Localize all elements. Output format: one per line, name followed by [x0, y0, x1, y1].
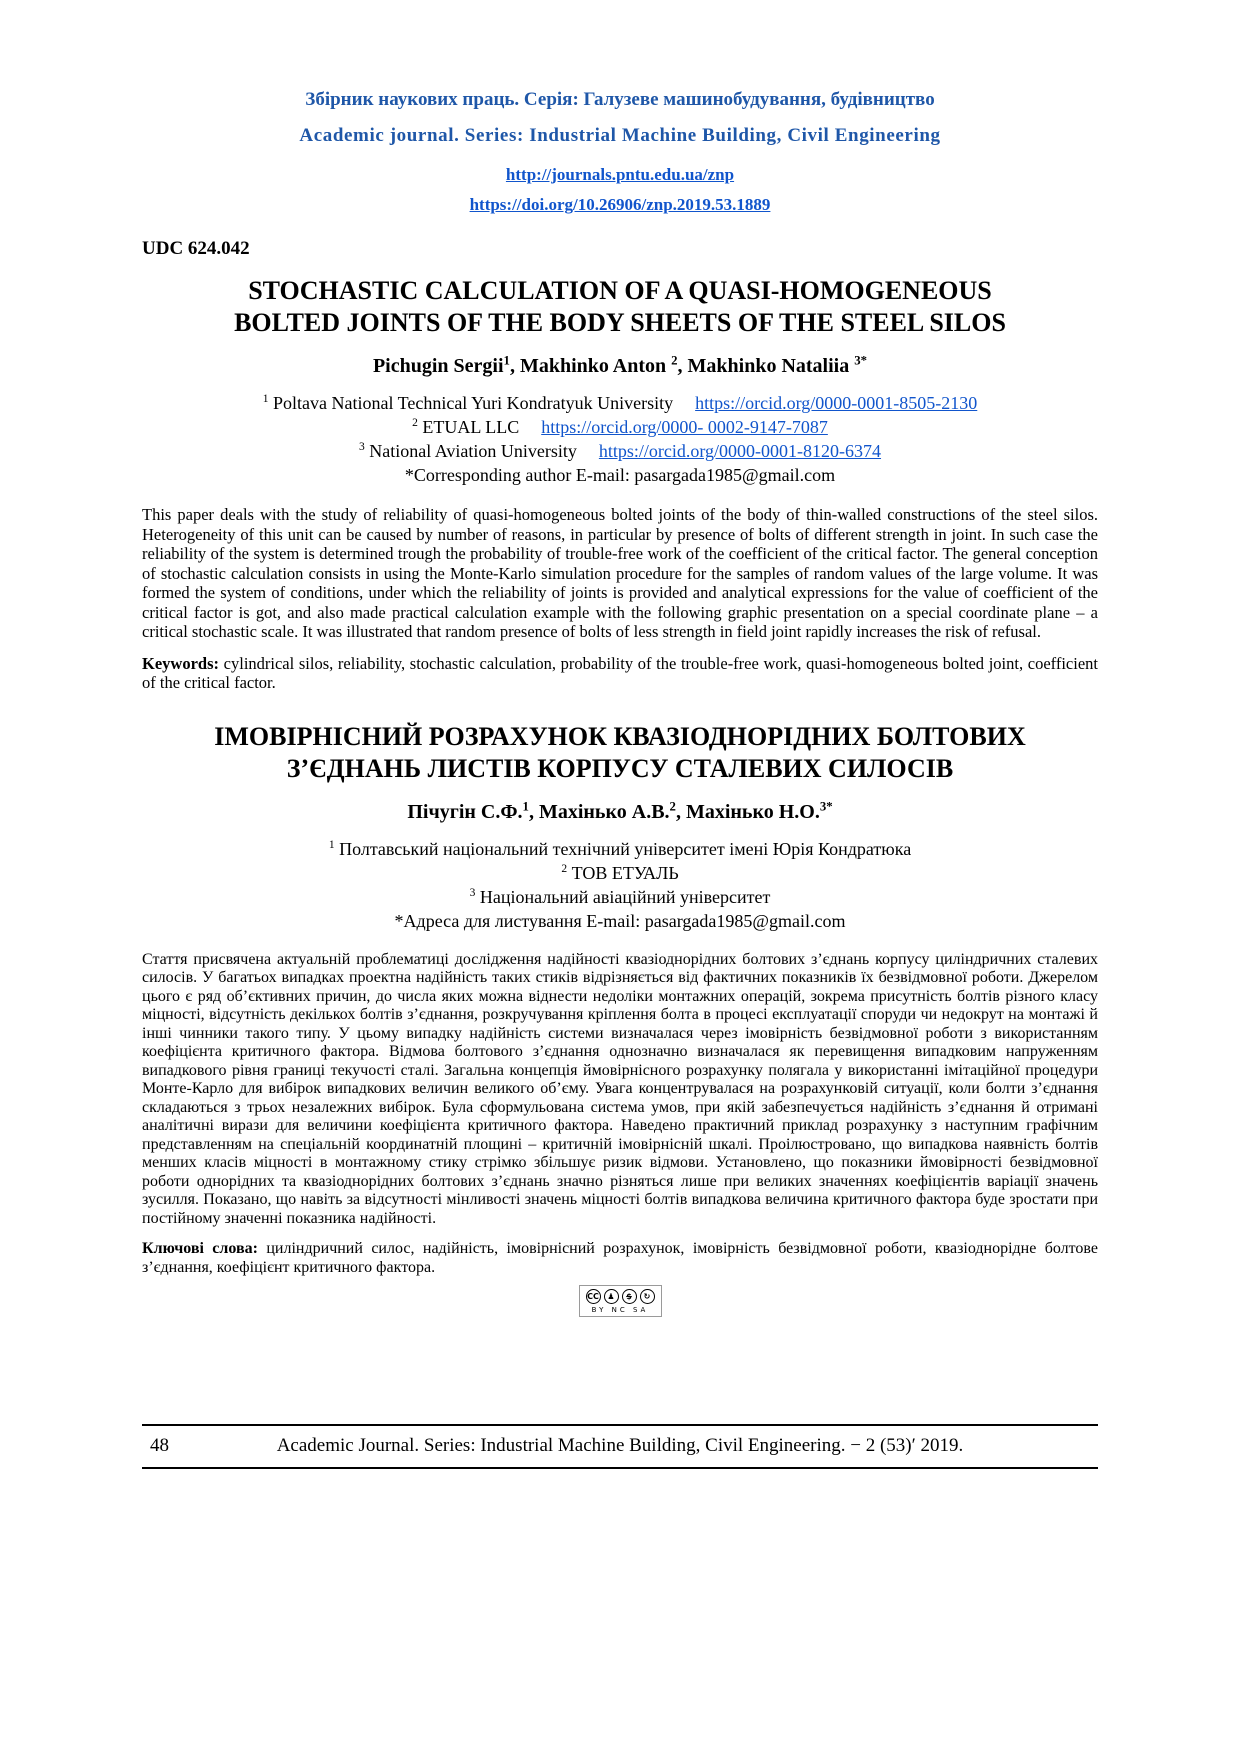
cc-license-label: BY NC SA — [591, 1306, 649, 1314]
author-en: Pichugin Sergii$^1$ — [372, 353, 510, 377]
sa-arrow-icon: ↻ — [640, 1289, 655, 1304]
orcid-link[interactable]: https://orcid.org/0000-0001-8120-6374 — [598, 441, 882, 461]
journal-title-en: Academic journal. Series: Industrial Machine Building, Civil Engineering — [299, 125, 941, 146]
keywords-text-en: cylindrical silos, reliability, stochastic calculation, probability of the trouble-free work, quasi-homogeneous bolted joint, coefficient of the critical factor. — [142, 653, 1098, 692]
affiliation-line: $^1$ Полтавський національний технічний університет імені Юрія Кондратюка — [328, 838, 912, 859]
journal-title-uk: Збірник наукових праць. Серія: Галузеве машинобудування, будівництво — [305, 89, 935, 110]
authors-uk — [142, 799, 1098, 825]
paper-title-uk — [142, 721, 1098, 785]
authors-en — [142, 353, 1098, 379]
affiliations-en — [142, 391, 1098, 487]
author-en: , Makhinko Anton $^2$ — [509, 353, 678, 377]
doi-link[interactable]: https://doi.org/10.26906/znp.2019.53.1889 — [469, 195, 771, 214]
affiliation-line: $^3$ Національний авіаційний університет — [469, 886, 771, 907]
journal-site-link[interactable]: http://journals.pntu.edu.ua/znp — [505, 165, 735, 184]
author-uk: , Махінько А.В.$^2$ — [528, 798, 676, 823]
footer-rule-bottom — [142, 1467, 1098, 1469]
keywords-label-uk: Ключові слова: — [142, 1240, 258, 1257]
affiliation-line: $^2$ ТОВ ЕТУАЛЬ — [561, 862, 679, 883]
author-en: , Makhinko Nataliia $^{3*}$ — [677, 353, 868, 377]
abstract-uk: Стаття присвячена актуальній проблематиці дослідження надійності квазіоднорідних болтових з’єднань корпусу циліндричних сталевих силосів. У багатьох випадках проектна надійність таких стиків відрізняється від фактичних показників їх безвідмовної роботи. Джерелом цього є ряд об’єктивних причин, до числа яких можна віднести недоліки монтажних операцій, зокрема присутність болтів різного класу міцності, відсутність декількох болтів з’єднання, розкручування кріплення болта в процесі експлуатації споруди чи недокрут на монтажі й інші чинники такого типу. У цьому випадку надійність системи визначалася через імовірність безвідмовної роботи з використанням коефіцієнта критичного фактора. Відмова болтового з’єднання однозначно визначалася як перевищення випадковим напруженням випадкового рівня границі текучості сталі. Загальна концепція ймовірнісного розрахунку полягала у використанні імітаційної процедури Монте-Карло для вибірок випадкових величин великого об’єму. Увага концентрувалася на розрахунковій ситуації, коли болти з’єднання складаються з трьох незалежних вибірок. Була сформульована система умов, при якій забезпечується надійність з’єднання й отримані аналітичні вирази для величини коефіцієнта критичного фактора. Наведено практичний приклад розрахунку з наступним графічним представленням на спеціальній координатній площині – критичній імовірнісній шкалі. Проілюстровано, що випадкова наявність болтів менших класів міцності в монтажному стику стрімко збільшує ризик відмови. Установлено, що показники ймовірності безвідмовної роботи однорідних та квазіоднорідних болтових з’єднань значно різняться лише при великих значеннях коефіцієнтів варіації значень зусилля. Показано, що навіть за відсутності мінливості значень міцності болтів випадкова величина критичного фактора буде зростати при постійному значенні показника надійності. — [142, 950, 1098, 1227]
orcid-link[interactable]: https://orcid.org/0000-0001-8505-2130 — [695, 393, 978, 413]
cc-icon: CC — [586, 1289, 601, 1304]
cc-license-badge[interactable] — [579, 1285, 662, 1317]
footer-text: Academic Journal. Series: Industrial Machine Building, Civil Engineering. − 2 (53)′ 2019. — [276, 1435, 964, 1456]
udc-label: UDC 624.042 — [142, 238, 250, 259]
nc-dollar-icon: $ — [622, 1289, 637, 1304]
keywords-en — [142, 654, 1098, 693]
page-number: 48 — [150, 1435, 169, 1456]
affiliation-line: $^3$ National Aviation University https://orcid.org/0000-0001-8120-6374 — [358, 441, 882, 461]
keywords-uk — [142, 1240, 1098, 1277]
orcid-link[interactable]: https://orcid.org/0000- 0002-9147-7087 — [541, 417, 828, 437]
author-uk: , Махінько Н.О.$^{3*}$ — [675, 798, 833, 823]
paper-title-uk-line2: З’ЄДНАНЬ ЛИСТІВ КОРПУСУ СТАЛЕВИХ СИЛОСІВ — [286, 753, 954, 783]
page-footer — [142, 1424, 1098, 1469]
affiliation-line: $^2$ ETUAL LLC https://orcid.org/0000- 0002-9147-7087 — [412, 417, 828, 437]
keywords-text-uk: циліндричний силос, надійність, імовірнісний розрахунок, імовірність безвідмовної роботи, квазіоднорідне болтове з’єднання, коефіцієнт критичного фактора. — [142, 1240, 1098, 1276]
corresponding-author-uk: *Адреса для листування E-mail: pasargada1985@gmail.com — [394, 910, 846, 931]
corresponding-author-en: *Corresponding author E-mail: pasargada1985@gmail.com — [404, 465, 836, 485]
by-person-icon: ♟ — [604, 1289, 619, 1304]
keywords-label-en: Keywords: — [142, 653, 219, 673]
paper-title-en — [142, 275, 1098, 339]
paper-title-uk-line1: ІМОВІРНІСНИЙ РОЗРАХУНОК КВАЗІОДНОРІДНИХ БОЛТОВИХ — [214, 721, 1026, 751]
affiliations-uk — [142, 837, 1098, 933]
author-uk: Пічугін С.Ф.$^1$ — [407, 798, 529, 823]
abstract-en: This paper deals with the study of reliability of quasi-homogeneous bolted joints of the body of thin-walled constructions of the steel silos. Heterogeneity of this unit can be caused by number of reasons, in particular by presence of bolts of different strength in joint. In such case the reliability of the system is determined trough the probability of trouble-free work of the coefficient of the critical factor. The general conception of stochastic calculation consists in using the Monte-Karlo simulation procedure for the samples of random values of the large volume. It was formed the system of conditions, under which the reliability of joints is provided and analytical expressions for the value of coefficient of the critical factor is got, and also made practical calculation example with the following graphic presentation on a special coordinate plane – a critical stochastic scale. It was illustrated that random presence of bolts of less strength in field joint rapidly increases the risk of refusal. — [142, 505, 1098, 641]
affiliation-line: $^1$ Poltava National Technical Yuri Kondratyuk University https://orcid.org/0000-0001-8505-2130 — [262, 393, 978, 413]
journal-header — [142, 88, 1098, 215]
paper-title-en-line2: BOLTED JOINTS OF THE BODY SHEETS OF THE STEEL SILOS — [234, 308, 1006, 337]
paper-title-en-line1: STOCHASTIC CALCULATION OF A QUASI-HOMOGENEOUS — [248, 276, 992, 305]
cc-license-wrap — [142, 1285, 1098, 1317]
